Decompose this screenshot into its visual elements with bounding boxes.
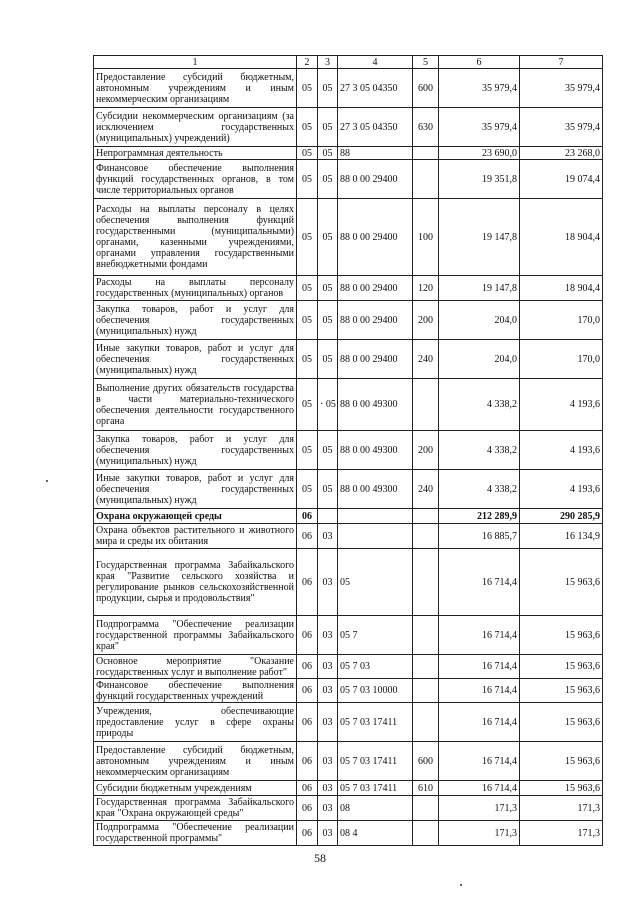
row-name-cell: Иные закупки товаров, работ и услуг для обеспечения государственных (муниципальных) нужд bbox=[94, 470, 297, 509]
row-sum-year1-cell: 19 147,8 bbox=[439, 199, 520, 276]
row-sum-year2-cell: 15 963,6 bbox=[520, 616, 603, 655]
row-sum-year1-cell: 4 338,2 bbox=[439, 470, 520, 509]
row-subsection-cell: 03 bbox=[318, 703, 338, 742]
table-row bbox=[94, 796, 603, 821]
row-subsection-cell: 05 bbox=[318, 431, 338, 470]
row-subsection-cell: 05 bbox=[318, 160, 338, 199]
row-section-cell: 06 bbox=[297, 655, 318, 679]
row-section-cell: 05 bbox=[297, 69, 318, 108]
row-sum-year2-cell: 170,0 bbox=[520, 301, 603, 340]
row-target-article-cell: 88 0 00 29400 bbox=[338, 160, 413, 199]
row-name-cell: Субсидии некоммерческим организациям (за исключением государственных (муниципальных) учреждений) bbox=[94, 108, 297, 147]
row-name-cell: Учреждения, обеспечивающие предоставление услуг в сфере охраны природы bbox=[94, 703, 297, 742]
row-sum-year1-cell: 16 885,7 bbox=[439, 524, 520, 549]
row-sum-year2-cell: 4 193,6 bbox=[520, 470, 603, 509]
row-expense-type-cell: 240 bbox=[413, 340, 439, 379]
row-target-article-cell: 08 bbox=[338, 796, 413, 821]
row-target-article-cell: 08 4 bbox=[338, 821, 413, 846]
table-row bbox=[94, 108, 603, 147]
row-sum-year2-cell: 15 963,6 bbox=[520, 655, 603, 679]
row-section-cell: 05 bbox=[297, 108, 318, 147]
table-row bbox=[94, 301, 603, 340]
row-expense-type-cell bbox=[413, 509, 439, 524]
row-expense-type-cell bbox=[413, 796, 439, 821]
row-subsection-cell: 05 bbox=[318, 276, 338, 301]
row-sum-year1-cell: 171,3 bbox=[439, 821, 520, 846]
header-cell-6: 6 bbox=[439, 56, 520, 69]
row-expense-type-cell bbox=[413, 160, 439, 199]
row-section-cell: 05 bbox=[297, 147, 318, 160]
row-section-cell: 05 bbox=[297, 199, 318, 276]
row-expense-type-cell: 630 bbox=[413, 108, 439, 147]
row-expense-type-cell: 200 bbox=[413, 431, 439, 470]
row-sum-year2-cell: 171,3 bbox=[520, 796, 603, 821]
row-sum-year2-cell: 16 134,9 bbox=[520, 524, 603, 549]
row-subsection-cell: 03 bbox=[318, 524, 338, 549]
row-name-cell: Закупка товаров, работ и услуг для обеспечения государственных (муниципальных) нужд bbox=[94, 431, 297, 470]
row-sum-year2-cell: 15 963,6 bbox=[520, 679, 603, 703]
row-sum-year1-cell: 171,3 bbox=[439, 796, 520, 821]
row-subsection-cell: 03 bbox=[318, 781, 338, 796]
budget-table bbox=[93, 55, 603, 846]
page-number: 58 bbox=[314, 851, 326, 865]
row-target-article-cell: 05 7 03 17411 bbox=[338, 742, 413, 781]
row-subsection-cell: 03 bbox=[318, 821, 338, 846]
table-header-row bbox=[94, 56, 603, 69]
row-sum-year1-cell: 16 714,4 bbox=[439, 549, 520, 616]
row-section-cell: 05 bbox=[297, 340, 318, 379]
header-cell-7: 7 bbox=[520, 56, 603, 69]
row-expense-type-cell: 120 bbox=[413, 276, 439, 301]
row-sum-year2-cell: 23 268,0 bbox=[520, 147, 603, 160]
row-expense-type-cell bbox=[413, 679, 439, 703]
row-target-article-cell: 88 0 00 49300 bbox=[338, 470, 413, 509]
row-subsection-cell: 03 bbox=[318, 549, 338, 616]
row-target-article-cell: 88 0 00 49300 bbox=[338, 379, 413, 431]
row-target-article-cell: 88 0 00 29400 bbox=[338, 340, 413, 379]
table-body bbox=[94, 69, 603, 846]
row-name-cell: Выполнение других обязательств государства в части материально-технического обеспечения деятельности государственного органа bbox=[94, 379, 297, 431]
table-row bbox=[94, 160, 603, 199]
row-sum-year1-cell: 4 338,2 bbox=[439, 431, 520, 470]
row-expense-type-cell bbox=[413, 549, 439, 616]
row-section-cell: 06 bbox=[297, 821, 318, 846]
row-subsection-cell: 03 bbox=[318, 616, 338, 655]
row-section-cell: 05 bbox=[297, 301, 318, 340]
row-name-cell: Расходы на выплаты персоналу в целях обеспечения выполнения функций государственными (муниципальными) органами, казенными учреждениями, органами управления государственными внебюджетными фондами bbox=[94, 199, 297, 276]
table-row bbox=[94, 703, 603, 742]
table-row bbox=[94, 742, 603, 781]
row-sum-year1-cell: 212 289,9 bbox=[439, 509, 520, 524]
table-row bbox=[94, 524, 603, 549]
row-target-article-cell: 88 bbox=[338, 147, 413, 160]
row-sum-year2-cell: 15 963,6 bbox=[520, 703, 603, 742]
row-subsection-cell: 05 bbox=[318, 340, 338, 379]
table-row bbox=[94, 340, 603, 379]
row-target-article-cell: 05 7 03 10000 bbox=[338, 679, 413, 703]
header-cell-2: 2 bbox=[297, 56, 318, 69]
header-cell-5: 5 bbox=[413, 56, 439, 69]
row-sum-year2-cell: 15 963,6 bbox=[520, 742, 603, 781]
row-sum-year1-cell: 204,0 bbox=[439, 340, 520, 379]
row-expense-type-cell bbox=[413, 655, 439, 679]
row-subsection-cell: · 05 bbox=[318, 379, 338, 431]
row-name-cell: Финансовое обеспечение выполнения функций государственных учреждений bbox=[94, 679, 297, 703]
table-row bbox=[94, 431, 603, 470]
row-sum-year2-cell: 171,3 bbox=[520, 821, 603, 846]
row-section-cell: 05 bbox=[297, 276, 318, 301]
table-row bbox=[94, 69, 603, 108]
row-sum-year1-cell: 16 714,4 bbox=[439, 616, 520, 655]
table-row bbox=[94, 509, 603, 524]
row-target-article-cell: 88 0 00 29400 bbox=[338, 199, 413, 276]
row-sum-year2-cell: 35 979,4 bbox=[520, 69, 603, 108]
row-subsection-cell: 05 bbox=[318, 301, 338, 340]
row-sum-year2-cell: 35 979,4 bbox=[520, 108, 603, 147]
row-target-article-cell bbox=[338, 509, 413, 524]
row-sum-year2-cell: 18 904,4 bbox=[520, 276, 603, 301]
row-section-cell: 05 bbox=[297, 160, 318, 199]
row-name-cell: Предоставление субсидий бюджетным, автономным учреждениям и иным некоммерческим организациям bbox=[94, 742, 297, 781]
row-expense-type-cell bbox=[413, 821, 439, 846]
row-sum-year2-cell: 4 193,6 bbox=[520, 379, 603, 431]
scan-speck bbox=[460, 884, 462, 886]
row-section-cell: 06 bbox=[297, 616, 318, 655]
row-expense-type-cell bbox=[413, 524, 439, 549]
row-section-cell: 06 bbox=[297, 679, 318, 703]
row-sum-year1-cell: 16 714,4 bbox=[439, 655, 520, 679]
row-subsection-cell: 05 bbox=[318, 470, 338, 509]
row-expense-type-cell bbox=[413, 147, 439, 160]
row-name-cell: Охрана объектов растительного и животного мира и среды их обитания bbox=[94, 524, 297, 549]
row-section-cell: 06 bbox=[297, 524, 318, 549]
row-sum-year1-cell: 35 979,4 bbox=[439, 108, 520, 147]
row-sum-year2-cell: 15 963,6 bbox=[520, 549, 603, 616]
table-row bbox=[94, 616, 603, 655]
row-sum-year2-cell: 170,0 bbox=[520, 340, 603, 379]
row-section-cell: 06 bbox=[297, 796, 318, 821]
table-row bbox=[94, 199, 603, 276]
row-sum-year2-cell: 290 285,9 bbox=[520, 509, 603, 524]
row-name-cell: Подпрограмма "Обеспечение реализации государственной программы" bbox=[94, 821, 297, 846]
row-section-cell: 06 bbox=[297, 781, 318, 796]
table-row bbox=[94, 549, 603, 616]
row-sum-year2-cell: 19 074,4 bbox=[520, 160, 603, 199]
row-target-article-cell bbox=[338, 524, 413, 549]
row-sum-year1-cell: 19 351,8 bbox=[439, 160, 520, 199]
row-target-article-cell: 27 3 05 04350 bbox=[338, 69, 413, 108]
row-section-cell: 05 bbox=[297, 431, 318, 470]
row-subsection-cell: 05 bbox=[318, 108, 338, 147]
table-row bbox=[94, 276, 603, 301]
row-expense-type-cell: 240 bbox=[413, 470, 439, 509]
table-row bbox=[94, 821, 603, 846]
row-section-cell: 06 bbox=[297, 549, 318, 616]
header-cell-4: 4 bbox=[338, 56, 413, 69]
row-name-cell: Государственная программа Забайкальского края "Развитие сельского хозяйства и регулирование рынков сельскохозяйственной продукции, сырья и продовольствия" bbox=[94, 549, 297, 616]
row-name-cell: Расходы на выплаты персоналу государственных (муниципальных) органов bbox=[94, 276, 297, 301]
row-target-article-cell: 05 7 03 bbox=[338, 655, 413, 679]
row-sum-year1-cell: 35 979,4 bbox=[439, 69, 520, 108]
row-target-article-cell: 05 7 03 17411 bbox=[338, 703, 413, 742]
row-name-cell: Основное мероприятие "Оказание государственных услуг и выполнение работ" bbox=[94, 655, 297, 679]
row-subsection-cell: 03 bbox=[318, 796, 338, 821]
table-row bbox=[94, 655, 603, 679]
row-section-cell: 06 bbox=[297, 742, 318, 781]
row-sum-year1-cell: 16 714,4 bbox=[439, 742, 520, 781]
row-expense-type-cell bbox=[413, 616, 439, 655]
row-sum-year1-cell: 204,0 bbox=[439, 301, 520, 340]
row-expense-type-cell: 610 bbox=[413, 781, 439, 796]
row-subsection-cell: 05 bbox=[318, 69, 338, 108]
row-target-article-cell: 05 7 bbox=[338, 616, 413, 655]
row-name-cell: Субсидии бюджетным учреждениям bbox=[94, 781, 297, 796]
row-expense-type-cell bbox=[413, 379, 439, 431]
row-name-cell: Финансовое обеспечение выполнения функций государственных органов, в том числе территориальных органов bbox=[94, 160, 297, 199]
row-target-article-cell: 27 3 05 04350 bbox=[338, 108, 413, 147]
row-expense-type-cell bbox=[413, 703, 439, 742]
row-target-article-cell: 88 0 00 29400 bbox=[338, 301, 413, 340]
row-section-cell: 06 bbox=[297, 703, 318, 742]
row-subsection-cell bbox=[318, 509, 338, 524]
row-sum-year1-cell: 23 690,0 bbox=[439, 147, 520, 160]
table-row bbox=[94, 379, 603, 431]
header-cell-1: 1 bbox=[94, 56, 297, 69]
row-target-article-cell: 05 7 03 17411 bbox=[338, 781, 413, 796]
row-subsection-cell: 03 bbox=[318, 742, 338, 781]
row-target-article-cell: 05 bbox=[338, 549, 413, 616]
row-name-cell: Государственная программа Забайкальского края "Охрана окружающей среды" bbox=[94, 796, 297, 821]
table-row bbox=[94, 781, 603, 796]
row-sum-year1-cell: 4 338,2 bbox=[439, 379, 520, 431]
row-expense-type-cell: 100 bbox=[413, 199, 439, 276]
row-section-cell: 06 bbox=[297, 509, 318, 524]
row-expense-type-cell: 200 bbox=[413, 301, 439, 340]
row-sum-year1-cell: 19 147,8 bbox=[439, 276, 520, 301]
row-expense-type-cell: 600 bbox=[413, 69, 439, 108]
row-sum-year1-cell: 16 714,4 bbox=[439, 781, 520, 796]
row-subsection-cell: 03 bbox=[318, 679, 338, 703]
row-subsection-cell: 05 bbox=[318, 199, 338, 276]
row-sum-year2-cell: 18 904,4 bbox=[520, 199, 603, 276]
table-row bbox=[94, 679, 603, 703]
row-subsection-cell: 03 bbox=[318, 655, 338, 679]
table-row bbox=[94, 147, 603, 160]
row-sum-year1-cell: 16 714,4 bbox=[439, 679, 520, 703]
row-name-cell: Иные закупки товаров, работ и услуг для обеспечения государственных (муниципальных) нужд bbox=[94, 340, 297, 379]
row-target-article-cell: 88 0 00 49300 bbox=[338, 431, 413, 470]
header-cell-3: 3 bbox=[318, 56, 338, 69]
table-row bbox=[94, 470, 603, 509]
row-name-cell: Предоставление субсидий бюджетным, автономным учреждениям и иным некоммерческим организациям bbox=[94, 69, 297, 108]
row-subsection-cell: 05 bbox=[318, 147, 338, 160]
row-name-cell: Подпрограмма "Обеспечение реализации государственной программы Забайкальского края" bbox=[94, 616, 297, 655]
row-target-article-cell: 88 0 00 29400 bbox=[338, 276, 413, 301]
row-sum-year2-cell: 4 193,6 bbox=[520, 431, 603, 470]
row-section-cell: 05 bbox=[297, 470, 318, 509]
row-name-cell: Закупка товаров, работ и услуг для обеспечения государственных (муниципальных) нужд bbox=[94, 301, 297, 340]
row-expense-type-cell: 600 bbox=[413, 742, 439, 781]
row-name-cell: Непрограммная деятельность bbox=[94, 147, 297, 160]
scan-speck bbox=[46, 480, 48, 482]
row-section-cell: 05 bbox=[297, 379, 318, 431]
row-sum-year1-cell: 16 714,4 bbox=[439, 703, 520, 742]
row-name-cell: Охрана окружающей среды bbox=[94, 509, 297, 524]
row-sum-year2-cell: 15 963,6 bbox=[520, 781, 603, 796]
